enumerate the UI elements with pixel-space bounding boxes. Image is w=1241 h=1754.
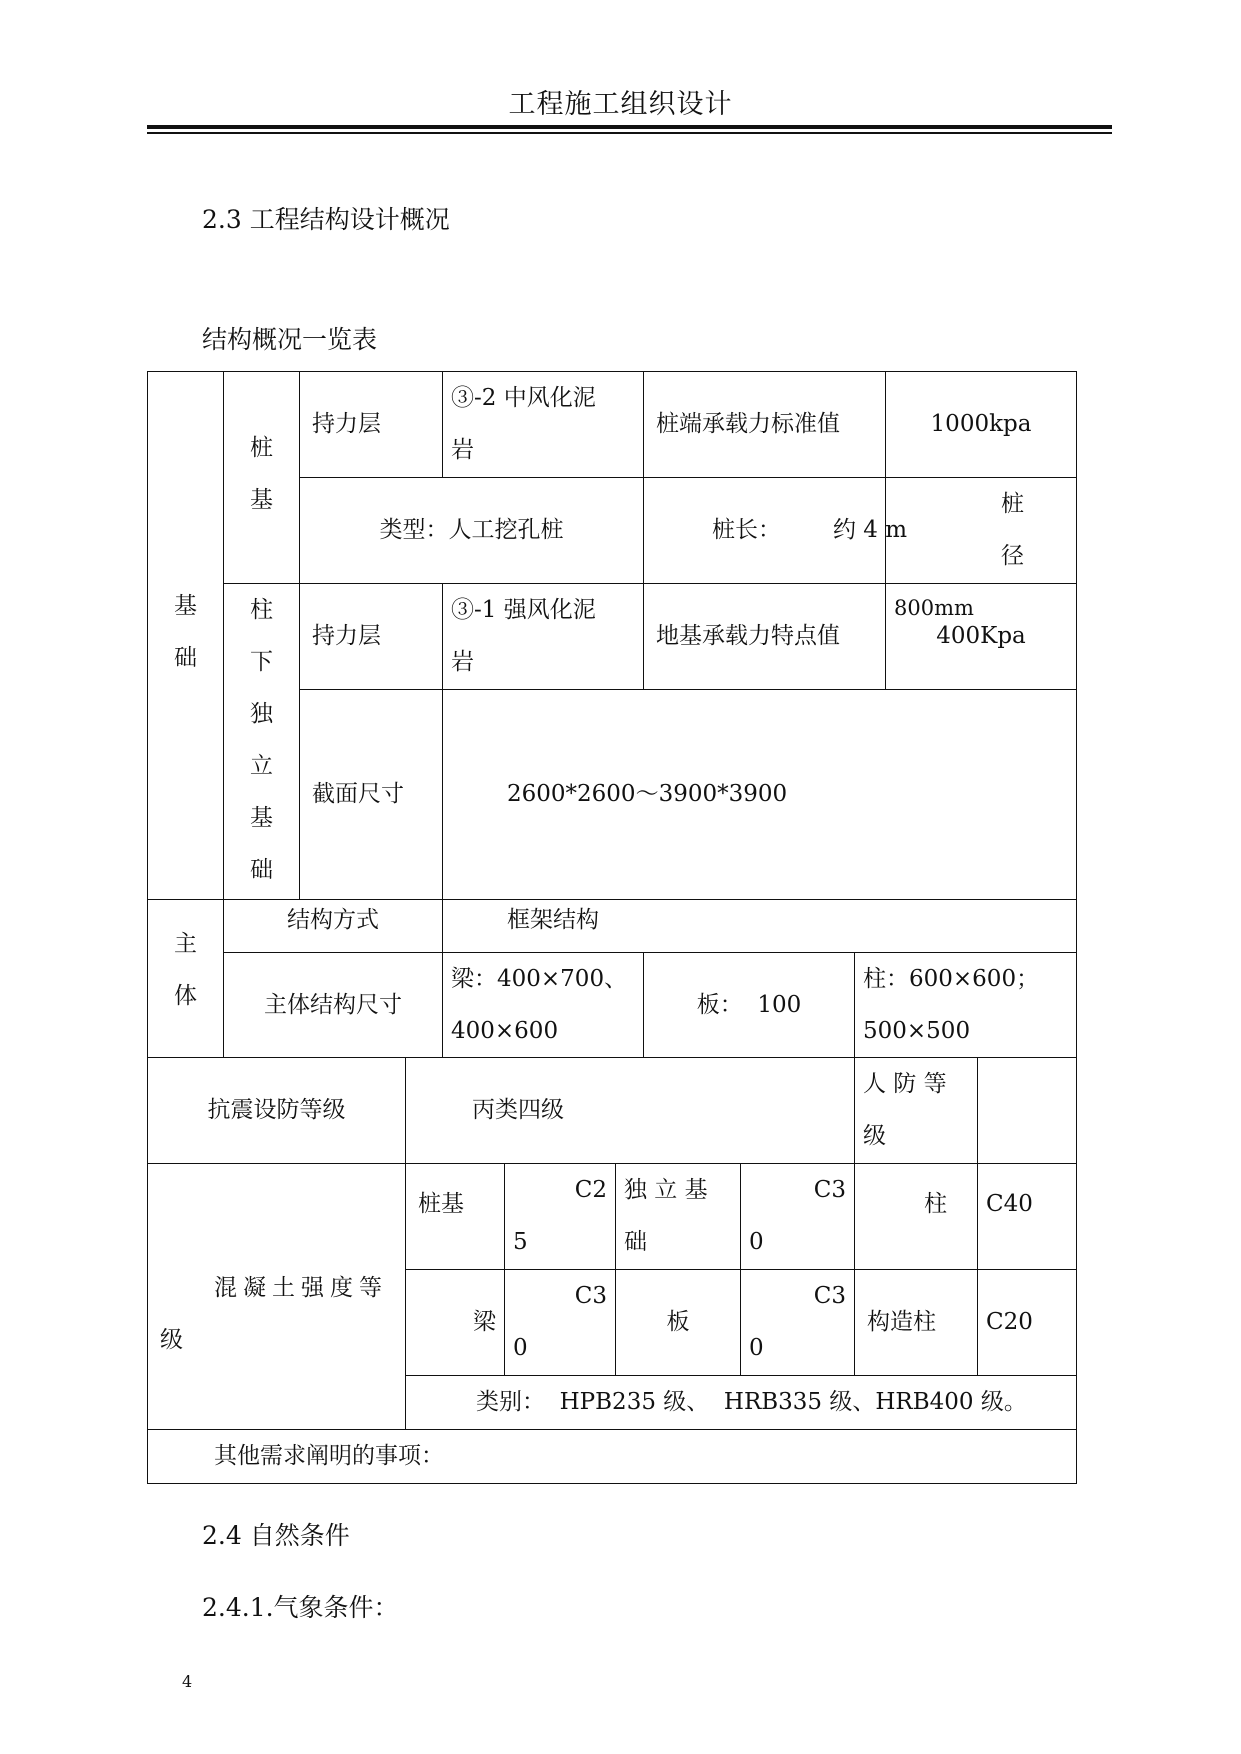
table-caption: 结构概况一览表: [202, 325, 378, 354]
isolated-section-label: 截面尺寸: [299, 689, 443, 900]
isolated-label-char: 柱: [250, 597, 273, 623]
section-heading-2-4-1: 2.4.1.气象条件：: [202, 1593, 399, 1622]
pile-diameter: 桩 径 800mm: [885, 477, 1077, 584]
concrete-label-line2: 级: [160, 1327, 183, 1353]
isolated-bearing-layer-value: ③-1 强风化泥 岩: [442, 583, 644, 690]
header-rule-thin: [147, 132, 1112, 134]
concrete-slab-value: C3 0: [740, 1269, 855, 1376]
main-structure-group-cell: [147, 899, 224, 1058]
concrete-constructional-column-value: C20: [977, 1269, 1077, 1376]
structure-type-label: 结构方式: [223, 899, 443, 953]
concrete-label-line1: 混凝土强度等: [214, 1275, 388, 1301]
isolated-label-char: 独: [250, 701, 273, 727]
pile-capacity-label: 桩端承载力标准值: [643, 371, 886, 478]
concrete-isolated-value: C3 0: [740, 1163, 855, 1270]
concrete-pile-value: C2 5: [504, 1163, 616, 1270]
pile-bearing-layer-value: ③-2 中风化泥 岩: [442, 371, 644, 478]
concrete-beam-value: C3 0: [504, 1269, 616, 1376]
seismic-grade-value: 丙类四级: [405, 1057, 855, 1164]
pile-foundation-label-cell: [223, 371, 300, 584]
pile-length: 桩长： 约 4 m: [643, 477, 886, 584]
main-size-label: 主体结构尺寸: [223, 952, 443, 1058]
isolated-label-char: 下: [250, 649, 273, 675]
pile-label-char: 基: [250, 487, 273, 513]
concrete-isolated-label: 独 立 基 础: [615, 1163, 741, 1270]
section-heading-2-3: 2.3 工程结构设计概况: [202, 205, 450, 234]
concrete-column-label: 柱: [854, 1163, 978, 1270]
foundation-label-char: 础: [174, 645, 197, 671]
column-size-value: 柱：600×600； 500×500: [854, 952, 1077, 1058]
other-notes: 其他需求阐明的事项：: [147, 1429, 1077, 1484]
foundation-group-cell: [147, 371, 224, 900]
rebar-grades: 类别： HPB235 级、 HRB335 级、HRB400 级。: [405, 1375, 1077, 1430]
isolated-bearing-layer-label: 持力层: [299, 583, 443, 690]
isolated-label-char: 基: [250, 805, 273, 831]
seismic-grade-label: 抗震设防等级: [147, 1057, 406, 1164]
foundation-label-char: 基: [174, 593, 197, 619]
concrete-beam-label: 梁: [405, 1269, 505, 1376]
page-number: 4: [182, 1672, 193, 1691]
concrete-grade-group-cell: [147, 1163, 406, 1430]
civil-defense-value: [977, 1057, 1077, 1164]
isolated-label-char: 立: [250, 753, 273, 779]
pile-label-char: 桩: [250, 435, 273, 461]
slab-size-value: 板： 100: [643, 952, 855, 1058]
document-header-title: 工程施工组织设计: [508, 89, 733, 120]
isolated-capacity-value: 400Kpa: [885, 583, 1077, 690]
pile-bearing-layer-label: 持力层: [299, 371, 443, 478]
pile-type: 类型：人工挖孔桩: [299, 477, 644, 584]
isolated-footing-label-cell: [223, 583, 300, 900]
main-label-char: 体: [174, 983, 197, 1009]
isolated-capacity-label: 地基承载力特点值: [643, 583, 886, 690]
isolated-label-char: 础: [250, 857, 273, 883]
beam-size-value: 梁：400×700、 400×600: [442, 952, 644, 1058]
structure-type-value: 框架结构: [442, 899, 1077, 953]
isolated-section-value: 2600*2600～3900*3900: [442, 689, 1077, 900]
main-label-char: 主: [174, 931, 197, 957]
header-rule-thick: [147, 125, 1112, 129]
concrete-pile-label: 桩基: [405, 1163, 505, 1270]
concrete-constructional-column-label: 构造柱: [854, 1269, 978, 1376]
concrete-column-value: C40: [977, 1163, 1077, 1270]
civil-defense-label: 人 防 等 级: [854, 1057, 978, 1164]
concrete-slab-label: 板: [615, 1269, 741, 1376]
pile-capacity-value: 1000kpa: [885, 371, 1077, 478]
section-heading-2-4: 2.4 自然条件: [202, 1521, 350, 1550]
